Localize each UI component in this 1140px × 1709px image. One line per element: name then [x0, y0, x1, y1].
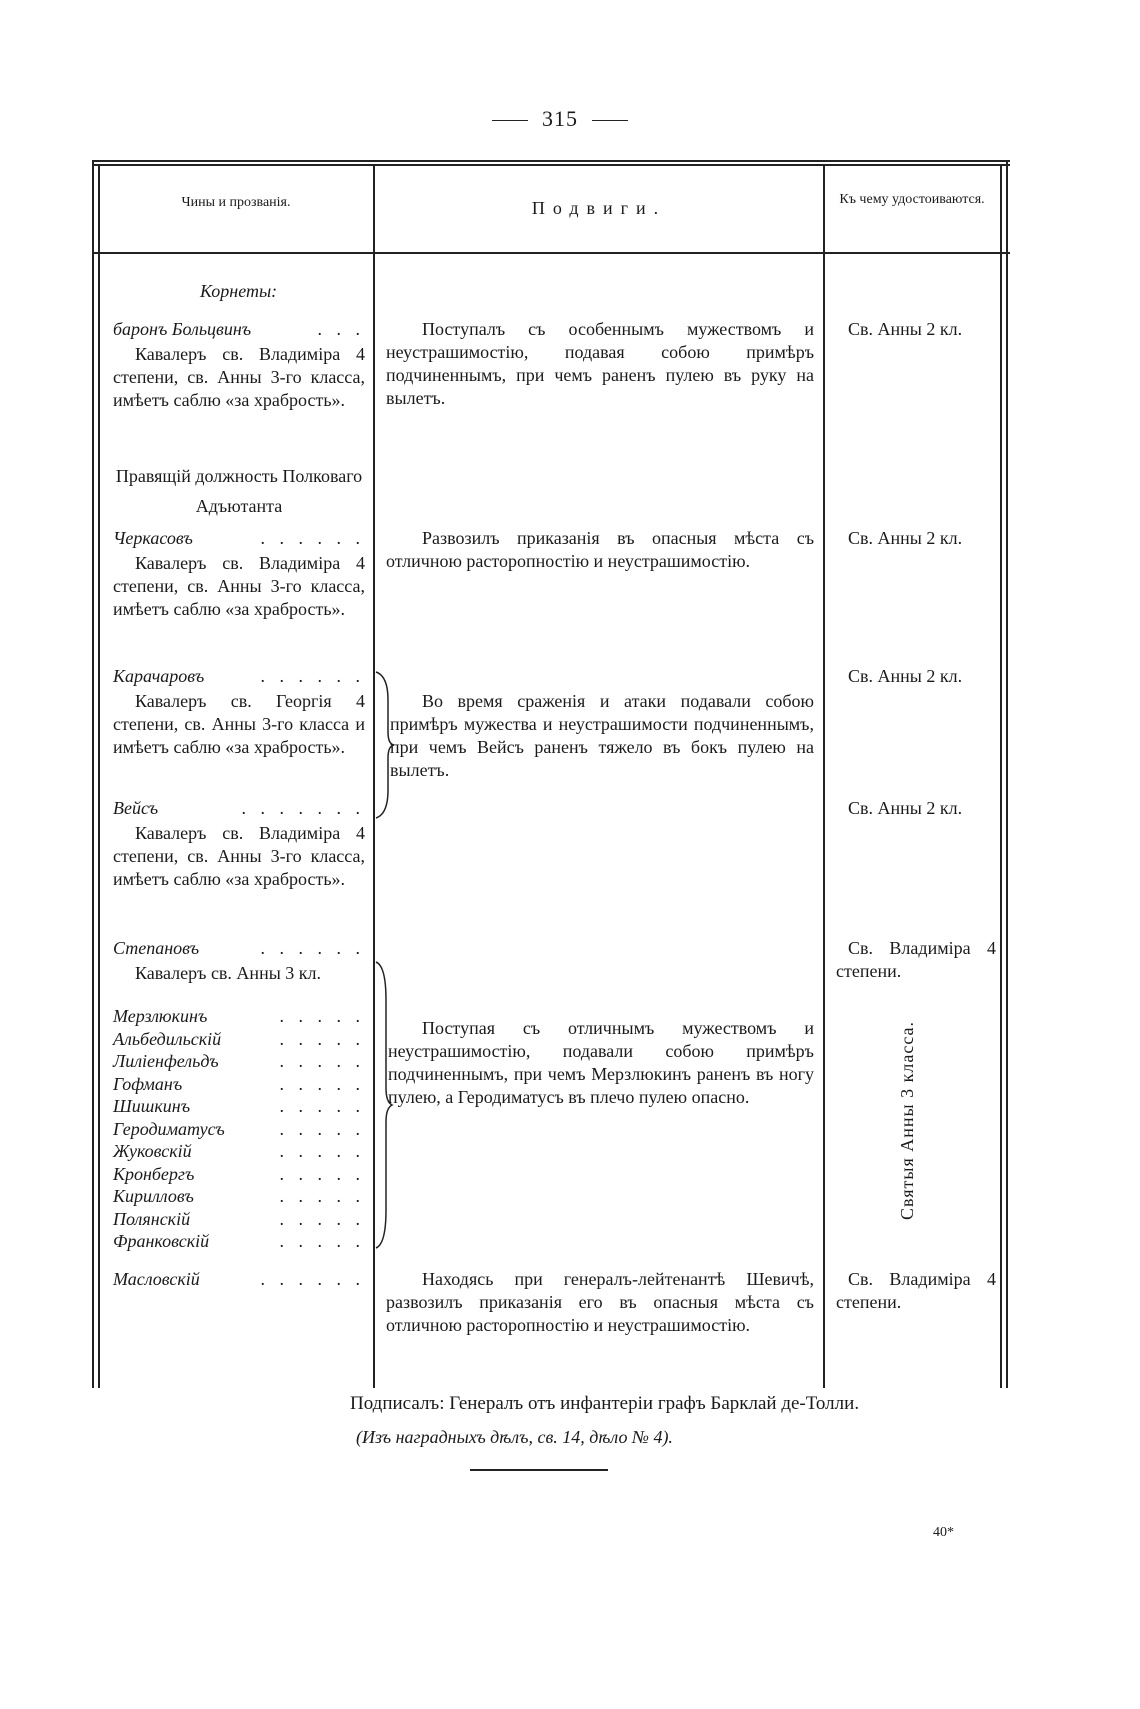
table-right-border [1000, 164, 1002, 1388]
table-top-rule-inner [92, 164, 1010, 166]
section-title: Корнеты: [200, 281, 278, 301]
leader-dots: . . . . . . [260, 528, 365, 548]
leader-dots: . . . . . . . [241, 798, 365, 818]
table-top-rule [92, 160, 1010, 162]
list-item: Кронбергъ . . . . . [113, 1163, 365, 1184]
signature-line: Подписалъ: Генералъ отъ инфантеріи графъ Барклай де-Толли. [350, 1393, 860, 1414]
list-item: Франковскій . . . . . [113, 1231, 365, 1251]
source-citation: (Изъ наградныхъ дѣлъ, св. 14, дѣло № 4). [356, 1427, 673, 1447]
award-text: Св. Анны 2 кл. [848, 528, 963, 548]
officer-detail: Кавалеръ св. Георгія 4 степени, св. Анны 3-го класса и имѣетъ саблю «за храбрость». [113, 691, 365, 757]
table-right-border-outer [1006, 160, 1008, 1388]
entry-name-row [113, 937, 365, 960]
award-text-vertical: Святыя Анны 3 класса. [897, 1020, 917, 1220]
list-item: Жуковскій . . . . . [113, 1141, 365, 1161]
page-number: 315 [420, 106, 700, 132]
deed-text-group: Поступая съ отличнымъ мужествомъ и неустрашимостію, подавали собою примѣръ подчиненнымъ, при чемъ Мерзлюкинъ раненъ въ ногу пулею, а Геродиматусъ въ плечо пулею опасно. [388, 1018, 814, 1107]
entry-name-row [113, 797, 365, 820]
deed-text-shared: Во время сраженія и атаки подавали собою примѣръ мужества и неустрашимости подчиненнымъ, при чемъ Вейсъ раненъ тяжело въ бокъ пулею на вылетъ. [390, 691, 814, 780]
officer-name: Масловскій [113, 1269, 200, 1289]
closing-rule [470, 1469, 608, 1471]
list-item: Шишкинъ . . . . . [113, 1096, 365, 1116]
list-item: Кирилловъ . . . . . [113, 1186, 365, 1206]
officer-name: баронъ Больцвинъ [113, 319, 252, 339]
entry-name-row [113, 665, 365, 688]
list-item: Мерзлюкинъ . . . . . [113, 1006, 365, 1026]
officer-name: Черкасовъ [113, 528, 193, 548]
entry-name-row [113, 1268, 365, 1291]
header-ranks: Чины и прозванія. [181, 195, 291, 210]
position-note: Правящій должность Полковаго Адъютанта [115, 466, 363, 516]
table-left-border-inner [98, 164, 100, 1388]
list-item: Полянскій . . . . . [113, 1208, 365, 1229]
list-item: Геродиматусъ . . . . . [113, 1118, 365, 1139]
officer-name: Карачаровъ [113, 666, 205, 686]
officer-name: Вейсъ [113, 798, 159, 818]
header-bottom-rule [92, 252, 1010, 254]
group-names-list [113, 1005, 365, 1253]
table-left-border [92, 160, 94, 1388]
leader-dots: . . . [317, 319, 365, 339]
header-awards: Къ чему удостоиваются. [839, 192, 985, 207]
award-text: Св. Владиміра 4 степени. [836, 938, 996, 981]
leader-dots: . . . . . . [260, 666, 365, 686]
leader-dots: . . . . . . [260, 1269, 365, 1289]
entry-name-row [113, 527, 365, 550]
award-text: Св. Владиміра 4 степени. [836, 1269, 996, 1312]
list-item: Лилiенфельдъ . . . . . [113, 1051, 365, 1071]
signature-mark: 40* [933, 1525, 954, 1540]
award-text: Св. Анны 2 кл. [848, 319, 963, 339]
list-item: Альбедильскій . . . . . [113, 1028, 365, 1049]
deed-text: Поступалъ съ особеннымъ мужествомъ и неустрашимостію, подавая собою примѣръ подчиненнымъ, при чемъ раненъ пулею въ руку на вылетъ. [386, 319, 814, 408]
deed-text: Находясь при генералъ-лейтенантѣ Шевичѣ, развозилъ приказанія его въ опасныя мѣста съ отличною расторопностію и неустрашимостію. [386, 1269, 814, 1335]
award-text: Св. Анны 2 кл. [848, 666, 963, 686]
column-divider-2 [823, 164, 825, 1388]
officer-name: Степановъ [113, 938, 200, 958]
officer-detail: Кавалеръ св. Владиміра 4 степени, св. Анны 3-го класса, имѣетъ саблю «за храбрость». [113, 553, 365, 619]
deed-text: Развозилъ приказанія въ опасныя мѣста съ отличною расторопностію и неустрашимостію. [386, 528, 814, 571]
list-item: Гофманъ . . . . . [113, 1073, 365, 1094]
leader-dots: . . . . . . [260, 938, 365, 958]
entry-name-row [113, 318, 365, 341]
officer-detail: Кавалеръ св. Анны 3 кл. [135, 963, 322, 983]
officer-detail: Кавалеръ св. Владиміра 4 степени, св. Анны 3-го класса, имѣетъ саблю «за храбрость». [113, 823, 365, 889]
header-deeds: Подвиги. [531, 198, 667, 218]
award-text: Св. Анны 2 кл. [848, 798, 963, 818]
officer-detail: Кавалеръ св. Владиміра 4 степени, св. Анны 3-го класса, имѣетъ саблю «за храбрость». [113, 344, 365, 410]
